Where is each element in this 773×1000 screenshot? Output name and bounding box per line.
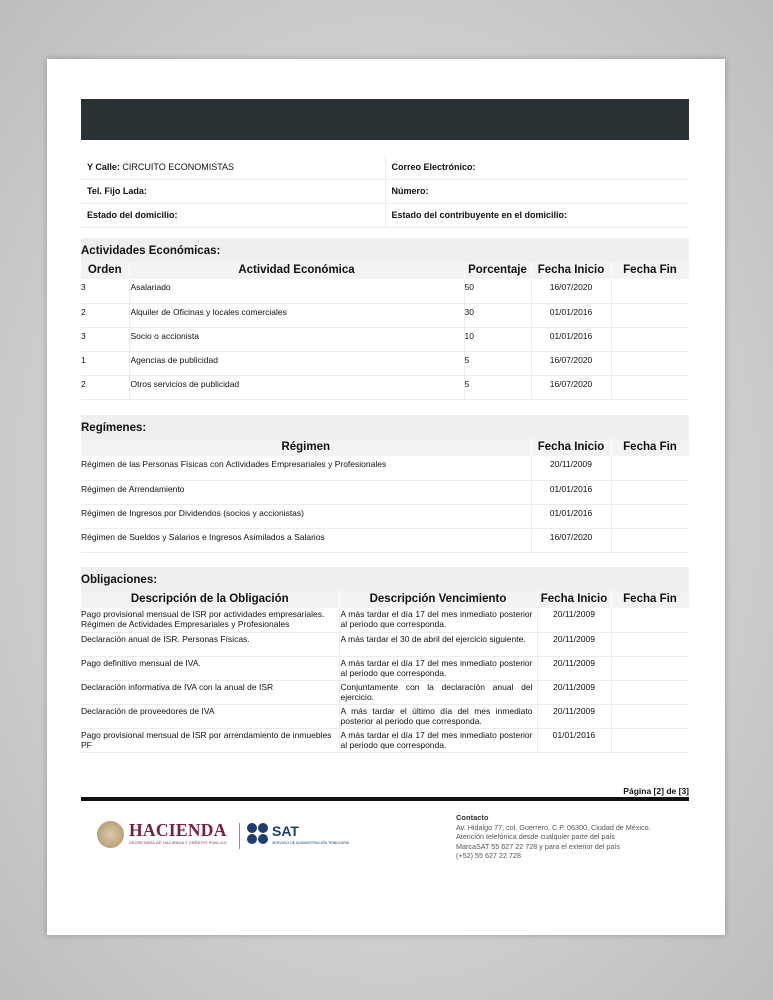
numero-cell — [385, 179, 689, 203]
table-cell: A más tardar el día 17 del mes inmediato posterior al periodo que corresponda. — [339, 656, 537, 680]
contact-line: (+52) 55 627 22 728 — [456, 851, 521, 860]
table-cell: 1 — [81, 351, 129, 375]
obligaciones-table — [81, 591, 690, 753]
table-cell: Pago provisional mensual de ISR por actividades empresariales. Régimen de Actividades Empresariales y Profesionales — [81, 608, 339, 632]
header-regimen: Régimen — [81, 439, 531, 456]
hacienda-subtitle: SECRETARÍA DE HACIENDA Y CRÉDITO PÚBLICO — [129, 841, 227, 845]
table-row — [81, 375, 689, 399]
table-cell — [611, 375, 689, 399]
page-current: [2] — [653, 786, 664, 796]
calle-cell — [81, 155, 385, 179]
actividades-table — [81, 262, 690, 400]
page-label: Página — [623, 786, 652, 796]
sat-dots-icon — [247, 823, 269, 845]
page-of: de — [666, 786, 677, 796]
tel-cell — [81, 179, 385, 203]
footer-rule — [81, 797, 689, 801]
table-row — [81, 608, 689, 632]
contact-title: Contacto — [456, 813, 489, 822]
table-cell: Pago definitivo mensual de IVA. — [81, 656, 339, 680]
table-row — [81, 327, 689, 351]
header-fecha-inicio: Fecha Inicio — [531, 439, 611, 456]
table-cell: 20/11/2009 — [537, 656, 611, 680]
header-fecha-fin: Fecha Fin — [611, 439, 689, 456]
page-total: [3] — [678, 786, 689, 796]
table-cell: Socio o accionista — [129, 327, 464, 351]
document-page — [47, 59, 725, 935]
table-cell: 3 — [81, 327, 129, 351]
table-cell: 16/07/2020 — [531, 351, 611, 375]
sat-subtitle: SERVICIO DE ADMINISTRACIÓN TRIBUTARIA — [272, 841, 350, 845]
calle-value: CIRCUITO ECONOMISTAS — [122, 161, 235, 172]
table-row — [81, 728, 689, 752]
table-cell: Asalariado — [129, 279, 464, 303]
table-cell: Agencias de publicidad — [129, 351, 464, 375]
table-cell: A más tardar el último día del mes inmediato posterior al periodo que corresponda. — [339, 704, 537, 728]
table-cell: Pago provisional mensual de ISR por arrendamiento de inmuebles PF — [81, 728, 339, 752]
table-cell: Régimen de Sueldos y Salarios e Ingresos Asimilados a Salarios — [81, 528, 531, 552]
table-cell: 01/01/2016 — [531, 327, 611, 351]
contact-block — [456, 813, 651, 861]
contact-line: Av. Hidalgo 77, col. Guerrero, C.P. 06300, Ciudad de México. — [456, 822, 651, 832]
header-fecha-fin: Fecha Fin — [611, 591, 689, 608]
obligaciones-title: Obligaciones: — [81, 567, 689, 591]
table-cell: 01/01/2016 — [537, 728, 611, 752]
table-cell: 3 — [81, 279, 129, 303]
table-cell — [611, 279, 689, 303]
table-cell: Declaración informativa de IVA con la anual de ISR — [81, 680, 339, 704]
contact-line: MarcaSAT 55 627 22 728 y para el exterior del país — [456, 841, 620, 851]
table-cell — [611, 456, 689, 480]
table-cell — [611, 632, 689, 656]
table-row — [81, 680, 689, 704]
logo-divider — [239, 823, 240, 849]
calle-label: Y Calle: — [87, 161, 120, 172]
table-cell — [611, 680, 689, 704]
table-cell: 20/11/2009 — [537, 704, 611, 728]
table-cell: 2 — [81, 303, 129, 327]
numero-label: Número: — [391, 186, 429, 196]
table-cell: 5 — [464, 351, 531, 375]
table-cell: A más tardar el día 17 del mes inmediato posterior al periodo que corresponda. — [339, 728, 537, 752]
header-vencimiento: Descripción Vencimiento — [339, 591, 537, 608]
estado-label: Estado del domicilio: — [87, 210, 178, 220]
table-row — [81, 656, 689, 680]
page-number — [623, 786, 689, 796]
regimenes-section — [81, 415, 689, 553]
table-cell — [611, 608, 689, 632]
footer-logos — [97, 819, 367, 853]
table-row — [81, 279, 689, 303]
table-cell — [611, 480, 689, 504]
table-cell: Régimen de Arrendamiento — [81, 480, 531, 504]
table-row — [81, 303, 689, 327]
actividades-section — [81, 238, 689, 400]
hacienda-seal-icon — [97, 821, 124, 848]
obligaciones-section — [81, 567, 689, 753]
table-row — [81, 480, 689, 504]
table-cell: 5 — [464, 375, 531, 399]
table-cell: 01/01/2016 — [531, 303, 611, 327]
header-descripcion: Descripción de la Obligación — [81, 591, 339, 608]
table-cell — [611, 351, 689, 375]
header-actividad: Actividad Económica — [129, 262, 464, 279]
table-cell: A más tardar el día 17 del mes inmediato posterior al periodo que corresponda. — [339, 608, 537, 632]
correo-cell — [385, 155, 689, 179]
table-cell: Régimen de las Personas Físicas con Actividades Empresariales y Profesionales — [81, 456, 531, 480]
regimenes-title: Regímenes: — [81, 415, 689, 439]
table-row — [81, 456, 689, 480]
table-cell: 20/11/2009 — [537, 680, 611, 704]
table-cell: 16/07/2020 — [531, 279, 611, 303]
table-cell: 2 — [81, 375, 129, 399]
table-cell — [611, 704, 689, 728]
table-cell: Otros servicios de publicidad — [129, 375, 464, 399]
estado-contrib-cell — [385, 203, 689, 227]
table-cell: A más tardar el 30 de abril del ejercicio siguiente. — [339, 632, 537, 656]
table-cell: Conjuntamente con la declaración anual del ejercicio. — [339, 680, 537, 704]
table-cell — [611, 656, 689, 680]
table-cell: 50 — [464, 279, 531, 303]
table-cell: 16/07/2020 — [531, 375, 611, 399]
sat-logo-text: SAT — [272, 823, 299, 839]
table-cell — [611, 327, 689, 351]
header-orden: Orden — [81, 262, 129, 279]
table-row — [81, 704, 689, 728]
table-cell — [611, 728, 689, 752]
estado-contrib-label: Estado del contribuyente en el domicilio: — [391, 210, 568, 220]
table-cell: 30 — [464, 303, 531, 327]
table-cell: Declaración de proveedores de IVA — [81, 704, 339, 728]
correo-label: Correo Electrónico: — [391, 161, 476, 172]
table-row — [81, 351, 689, 375]
regimenes-table — [81, 439, 690, 553]
table-cell — [611, 528, 689, 552]
table-cell: 20/11/2009 — [537, 608, 611, 632]
header-fecha-inicio: Fecha Inicio — [537, 591, 611, 608]
table-cell: 01/01/2016 — [531, 504, 611, 528]
table-row — [81, 528, 689, 552]
header-fecha-fin: Fecha Fin — [611, 262, 689, 279]
table-row — [81, 632, 689, 656]
table-cell: Declaración anual de ISR. Personas Físicas. — [81, 632, 339, 656]
contact-line: Atención telefónica desde cualquier parte del país — [456, 832, 616, 841]
table-cell: Alquiler de Oficinas y locales comerciales — [129, 303, 464, 327]
hacienda-logo-text: HACIENDA — [129, 820, 227, 840]
address-table — [81, 155, 689, 228]
header-porcentaje: Porcentaje — [464, 262, 531, 279]
table-cell: 10 — [464, 327, 531, 351]
tel-label: Tel. Fijo Lada: — [87, 186, 147, 196]
table-cell — [611, 303, 689, 327]
table-row — [81, 504, 689, 528]
table-cell: 01/01/2016 — [531, 480, 611, 504]
table-cell: Régimen de Ingresos por Dividendos (socios y accionistas) — [81, 504, 531, 528]
table-cell: 20/11/2009 — [531, 456, 611, 480]
header-bar — [81, 99, 689, 140]
table-cell: 16/07/2020 — [531, 528, 611, 552]
actividades-title: Actividades Económicas: — [81, 238, 689, 262]
table-cell — [611, 504, 689, 528]
table-cell: 20/11/2009 — [537, 632, 611, 656]
header-fecha-inicio: Fecha Inicio — [531, 262, 611, 279]
estado-cell — [81, 203, 385, 227]
